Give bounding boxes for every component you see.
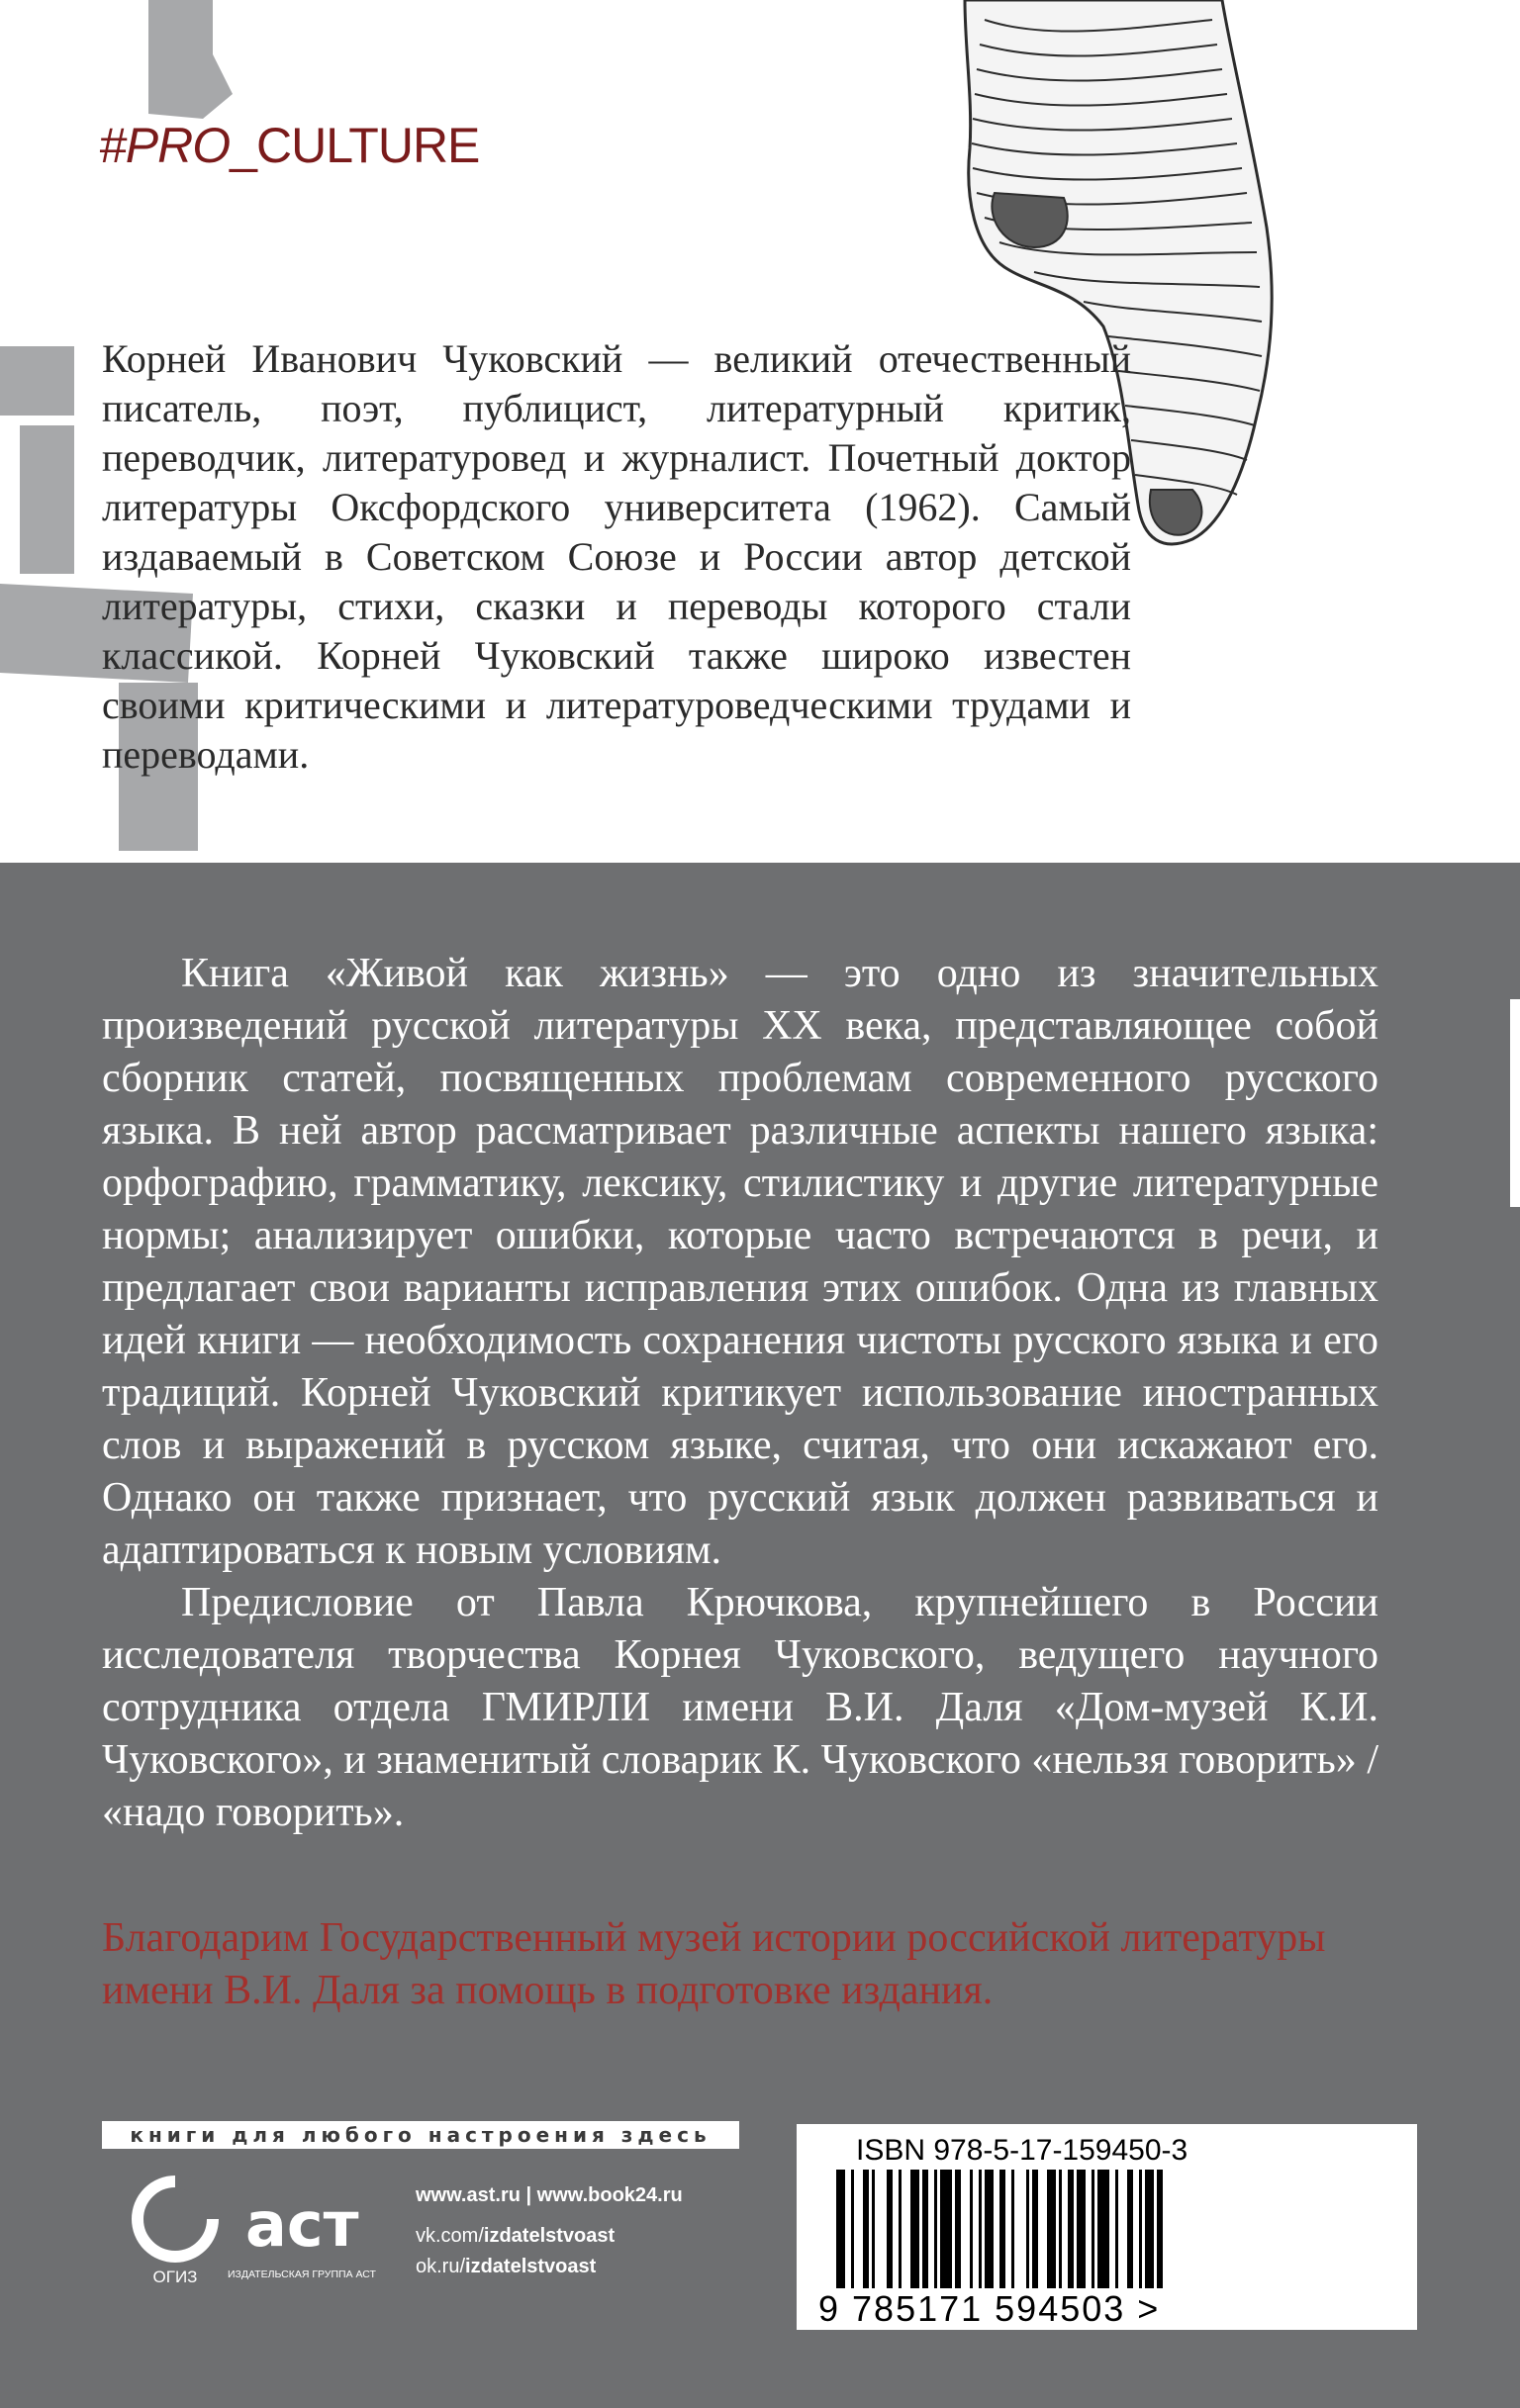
isbn-text: ISBN 978-5-17-159450-3 <box>856 2134 1188 2167</box>
edge-strip <box>1510 999 1520 1207</box>
vk-link[interactable]: vk.com/izdatelstvoast <box>416 2225 616 2247</box>
publisher-links <box>416 2180 683 2282</box>
series-tag-culture: _CULTURE <box>230 118 480 173</box>
author-bio-text: Корней Иванович Чуковский — великий отечественный писатель, поэт, публицист, литературный критик, переводчик, литературовед и журналист. Почетный доктор литературы Оксфордского университета (1962). Самый издаваемый в Советском Союзе и России автор детской литературы, стихи, сказки и переводы которого стали классикой. Корней Чуковский также широко известен своими критическими и литературоведческими трудами и переводами. <box>102 336 1131 777</box>
book-description <box>102 948 1378 1839</box>
ast-logo <box>226 2167 394 2290</box>
ast-label: ИЗДАТЕЛЬСКАЯ ГРУППА АСТ <box>228 2269 376 2280</box>
series-tag <box>99 117 479 174</box>
barcode-bars <box>836 2170 1351 2288</box>
series-tag-pro: #PRO <box>99 118 231 173</box>
top-section <box>0 0 1520 863</box>
ok-link[interactable]: ok.ru/izdatelstvoast <box>416 2256 597 2277</box>
description-paragraph-1: Книга «Живой как жизнь» — это одно из значительных произведений русской литературы XX века, представляющее собой сборник статей, посвященных проблемам современного русского языка. В ней автор рассматривает различные аспекты нашего языка: орфографию, грамматику, лексику, стилистику и другие литературные нормы; анализирует ошибки, которые часто встречаются в речи, и предлагает свои варианты исправления этих ошибок. Одна из главных идей книги — необходимость сохранения чистоты русского языка и его традиций. Корней Чуковский критикует использование иностранных слов и выражений в русском языке, считая, что они искажают его. Однако он также признает, что русский язык должен развиваться и адаптироваться к новым условиям. <box>102 951 1378 1573</box>
slogan-bar: книги для любого настроения здесь <box>102 2121 739 2149</box>
barcode-box <box>797 2124 1417 2330</box>
ast-logo-text: аст <box>245 2188 359 2261</box>
ogiz-logo <box>121 2172 230 2290</box>
acknowledgement: Благодарим Государственный музей истории российской литературы имени В.И. Даля за помощь в подготовке издания. <box>102 1915 1326 2013</box>
description-paragraph-2: Предисловие от Павла Крючкова, крупнейшего в России исследователя творчества Корнея Чуковского, ведущего научного сотрудника отдела ГМИРЛИ имени В.И. Даля «Дом-музей К.И. Чуковского», и знаменитый словарик К. Чуковского «нельзя говорить» / «надо говорить». <box>102 1580 1378 1835</box>
author-bio <box>102 334 1131 780</box>
ean-digits: 9 785171 594503 > <box>818 2288 1161 2329</box>
website-links[interactable]: www.ast.ru | www.book24.ru <box>416 2184 683 2206</box>
ogiz-label: ОГИЗ <box>152 2268 198 2286</box>
